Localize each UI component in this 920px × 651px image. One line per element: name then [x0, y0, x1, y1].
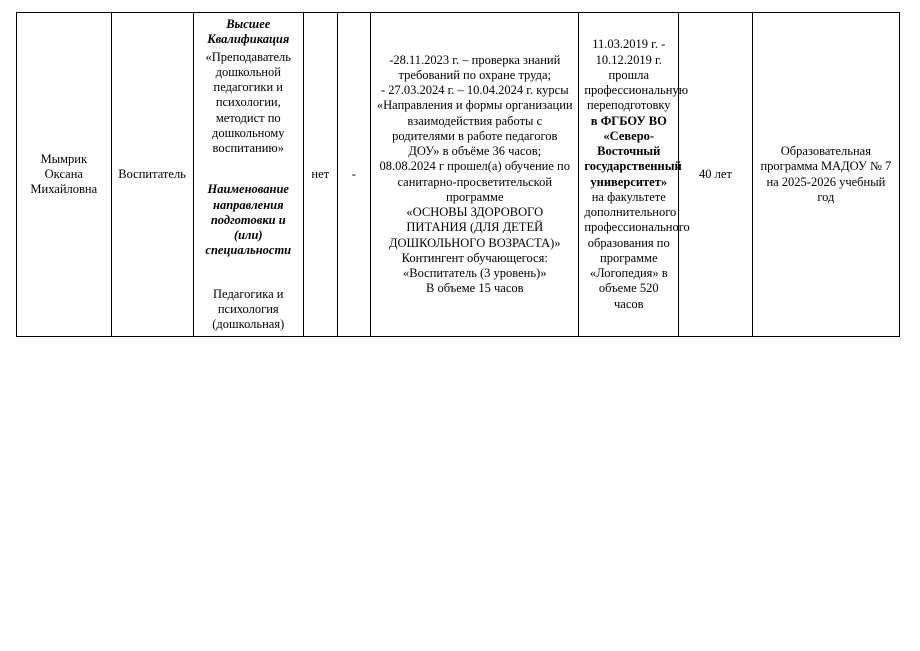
staff-info-table: [16, 12, 900, 337]
cell-professional-development: [371, 13, 579, 337]
cell-position: [111, 13, 193, 337]
education-level-line-2: Квалификация: [207, 32, 290, 47]
education-direction-heading: Наименование направления подготовки и (или) специальности: [205, 182, 292, 258]
retraining-text-after: на факультете дополнительного профессионального образования по программе «Логопедия» в объеме 520 часов: [584, 189, 690, 311]
cell-retraining: [579, 13, 690, 337]
cell-degree: [303, 13, 337, 337]
professional-development-line-5: Контингент обучающегося: «Воспитатель (3 уровень)»: [401, 250, 548, 281]
education-direction-value: Педагогика и психология (дошкольная): [212, 286, 285, 331]
education-spacer-2: [199, 261, 298, 287]
cell-education: [193, 13, 303, 337]
education-spacer-1: [199, 156, 298, 182]
professional-development-line-2: - 27.03.2024 г. – 10.04.2024 г. курсы «Направления и формы организации взаимодействия работы с родителями в работе педагогов ДОУ» в объёме 36 часов;: [376, 83, 573, 159]
education-block: [199, 17, 298, 332]
category-value: -: [351, 167, 356, 181]
education-level-line-1: Высшее: [226, 17, 271, 31]
education-qualification: «Преподаватель дошкольной педагогики и психологии, методист по дошкольному воспитанию»: [205, 49, 291, 155]
experience-value: 40 лет: [699, 167, 732, 181]
professional-development-line-6: В объеме 15 часов: [426, 281, 524, 296]
employee-name-line-3: Михайловна: [30, 182, 98, 197]
cell-employee-name: [17, 13, 112, 337]
professional-development-line-3: 08.08.2024 г прошел(а) обучение по санитарно-просветительской программе: [379, 159, 570, 204]
employee-name-line-2: Оксана: [44, 167, 83, 181]
cell-program: [752, 13, 899, 337]
cell-category: [337, 13, 371, 337]
degree-value: нет: [311, 167, 330, 181]
cell-experience: [679, 13, 753, 337]
retraining-dates: 11.03.2019 г. - 10.12.2019 г.: [592, 37, 666, 67]
employee-name-line-1: Мымрик: [40, 151, 88, 166]
professional-development-line-4: «ОСНОВЫ ЗДОРОВОГО ПИТАНИЯ (ДЛЯ ДЕТЕЙ ДОШКОЛЬНОГО ВОЗРАСТА)»: [388, 205, 561, 250]
program-value: Образовательная программа МАДОУ № 7 на 2025-2026 учебный год: [760, 144, 892, 204]
education-level-heading: [199, 17, 298, 48]
retraining-institution: в ФГБОУ ВО «Северо-Восточный государственный университет»: [584, 113, 682, 189]
position-value: Воспитатель: [118, 167, 186, 181]
table-row: [17, 13, 900, 337]
retraining-text-before: прошла профессиональную переподготовку: [584, 67, 689, 113]
professional-development-line-1: -28.11.2023 г. – проверка знаний требований по охране труда;: [389, 52, 561, 82]
